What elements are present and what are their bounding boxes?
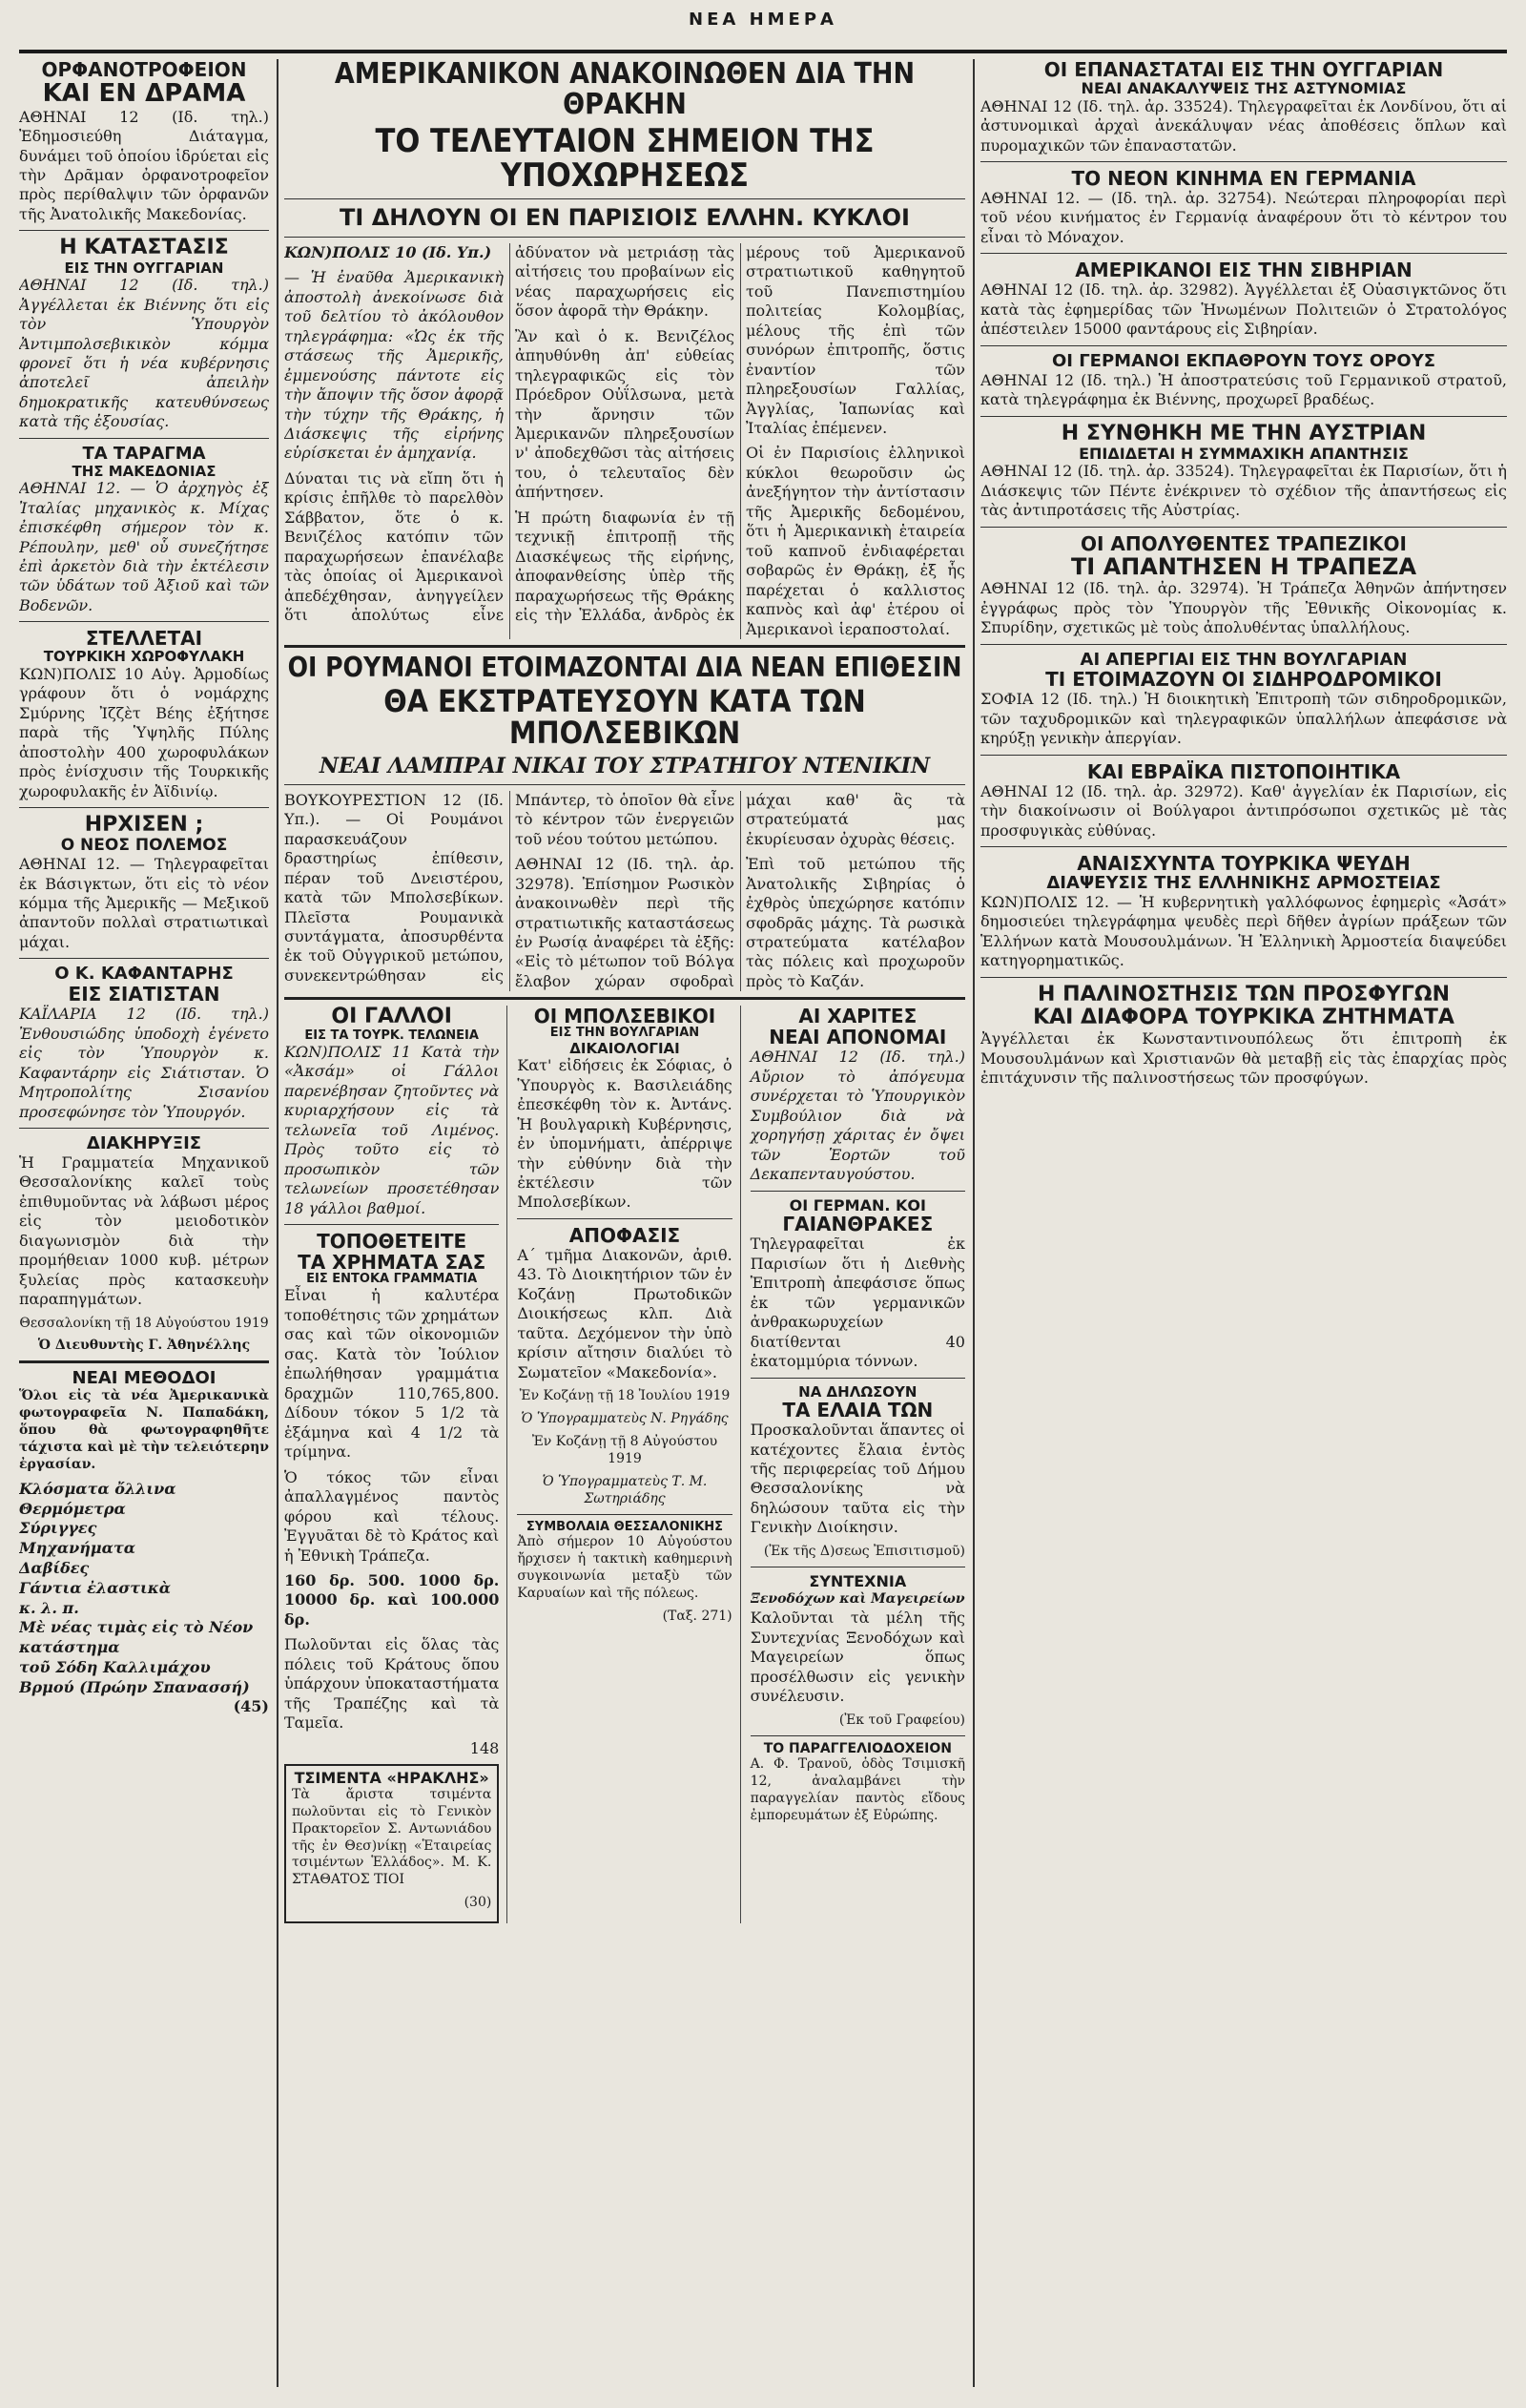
gauls-sub: ΕΙΣ ΤΑ ΤΟΥΡΚ. ΤΕΛΩΝΕΙΑ <box>304 1028 479 1043</box>
column-divider-1 <box>277 59 278 2387</box>
methods-text: Ὅλοι εἰς τὰ νέα Ἀμερικανικὰ φωτογραφεῖα Ν. Παπαδάκη, ὅπου θὰ φωτογραφηθῆτε τάχιστα καὶ μὲ τὴν τελειότερην ἐργασίαν. <box>19 1388 269 1472</box>
second-subhead: ΝΕΑΙ ΛΑΜΠΡΑΙ ΝΙΚΑΙ ΤΟΥ ΣΤΡΑΤΗΓΟΥ ΝΤΕΝΙΚΙΝ <box>319 753 931 778</box>
list-item: Μηχανήματα <box>19 1539 136 1558</box>
decision-date2: Ἐν Κοζάνῃ τῇ 8 Αὐγούστου 1919 <box>531 1434 718 1466</box>
coal-text: Τηλεγραφεῖται ἐκ Παρισίων ὅτι ἡ Διεθνὴς Ἐπιτροπὴ ἀπεφάσισε ὅπως ἐκ τῶν γερμανικῶν ἀνθρακωρυχείων διατίθενται 40 ἑκατομμύρια τόννων. <box>750 1235 965 1371</box>
gendarmerie-title: ΣΤΕΛΛΕΤΑΙ <box>85 627 203 651</box>
germany-text: ΑΘΗΝΑΙ 12. — (Ιδ. τηλ. ἀρ. 32754). Νεώτεραι πληροφορίαι περὶ τοῦ νέου κινήματος ἐν Γερμανίᾳ ἀναφέρουν ὅτι τὸ κέντρον του εἶναι τὸ Μόναχον. <box>980 189 1507 246</box>
bulgaria-sub: ΕΙΣ ΤΗΝ ΒΟΥΛΓΑΡΙΑΝ <box>549 1026 700 1041</box>
center-column <box>284 59 965 2387</box>
rev-title: ΟΙ ΕΠΑΝΑΣΤΑΤΑΙ ΕΙΣ ΤΗΝ ΟΥΓΓΑΡΙΑΝ <box>1043 59 1444 81</box>
decision-text: Α΄ τμῆμα Διακονῶν, ἀριθ. 43. Τὸ Διοικητήριον τῶν ἐν Κοζάνῃ Πρωτοδικῶν Διοικήσεως κλπ. Διὰ ταῦτα. Δεχόμενον τὴν ὑπὸ κρίσιν αἴτησιν διαλύει τὸ Σωματεῖον «Μακεδονία». <box>517 1245 732 1381</box>
separator <box>284 1224 499 1225</box>
separator <box>284 237 965 238</box>
police-text: Ἀπὸ σήμερον 10 Αὐγούστου ἤρχισεν ἡ τακτικὴ καθημερινὴ συγκοινωνία μεταξὺ τῶν Καρυαίων καὶ τῆς πόλεως. <box>517 1533 732 1601</box>
separator <box>284 997 965 1000</box>
list-item: Κλόσματα ὄλλινα <box>19 1479 176 1498</box>
declaration-title: ΔΙΑΚΗΡΥΞΙΣ <box>86 1133 202 1154</box>
list-item: Σύριγγες <box>19 1519 97 1538</box>
bank-title: ΟΙ ΑΠΟΛΥΘΕΝΤΕΣ ΤΡΑΠΕΖΙΚΟΙ <box>1081 531 1407 555</box>
theatre-title2: ΚΑΙ ΕΝ ΔΡΑΜΑ <box>42 79 246 108</box>
separator <box>284 198 965 199</box>
separator <box>19 230 269 231</box>
separator <box>980 345 1507 346</box>
hungary-text: ΑΘΗΝΑΙ 12 (Ιδ. τηλ.) Ἀγγέλλεται ἐκ Βιέννης ὅτι εἰς τὸν Ὑπουργὸν Ἀντιμπολσεβικικὸν κόμμα φρονεῖ ὅτι ἡ νέα κυβέρνησις ἀποτελεῖ ἀπειλὴν δημοκρατικῆς κατευθύνσεως κατὰ τῆς ἐξουσίας. <box>19 276 269 431</box>
second-paragraph-3: Ἐπὶ τοῦ μετώπου τῆς Ἀνατολικῆς Σιβηρίας ὁ ἐχθρὸς ὑπεχώρησε κατόπιν σφοδρᾶς μάχης. Τὰ ρωσικὰ στρατεύματα κατέλαβον τὰς πόλεις καὶ προχωροῦν πρὸς τὸ Καζάν. <box>746 855 965 990</box>
masthead-title: ΝΕΑ ΗΜΕΡΑ <box>689 10 837 30</box>
treaty-title: Η ΣΥΝΘΗΚΗ ΜΕ ΤΗΝ ΑΥΣΤΡΙΑΝ <box>1061 421 1427 446</box>
second-kicker: ΟΙ ΡΟΥΜΑΝΟΙ ΕΤΟΙΜΑΖΟΝΤΑΙ ΔΙΑ ΝΕΑΝ ΕΠΙΘΕΣΙΝ <box>287 652 962 684</box>
hungary-title: Η ΚΑΤΑΣΤΑΣΙΣ <box>59 236 229 260</box>
oil-sub: ΤΑ ΕΛΑΙΑ ΤΩΝ <box>782 1399 934 1422</box>
declaration-sign: Ὁ Διευθυντὴς Γ. Ἀθηνέλλης <box>37 1338 251 1354</box>
separator <box>751 1378 965 1379</box>
masthead <box>0 10 1526 44</box>
second-columns <box>284 791 965 992</box>
decision-sign2: Ὁ Ὑπογραμματεὺς Τ. Μ. Σωτηριάδης <box>542 1473 708 1506</box>
meet-title: ΣΥΝΤΕΧΝΙΑ <box>809 1571 907 1590</box>
cement-ref: (30) <box>464 1895 492 1911</box>
rail-text: ΣΟΦΙΑ 12 (Ιδ. τηλ.) Ἡ διοικητικὴ Ἐπιτροπὴ τῶν σιδηροδρομικῶν, τῶν ταχυδρομικῶν καὶ τηλεγραφικῶν ὑπαλλήλων ἀπεφάσισε νὰ κηρύξῃ γενικὴν ἀπεργίαν. <box>980 690 1507 748</box>
bulgaria-text: Κατ' εἰδήσεις ἐκ Σόφιας, ὁ Ὑπουργὸς κ. Βασιλειάδης ἐπεσκέφθη τὸν κ. Ἀντάνς. Ἡ βουλγαρικὴ Κυβέρνησις, ἐν ὑπομνήματι, ἀπέρριψε τὴν εὐθύνην διὰ τὴν ἐκτέλεσιν τῶν Μπολσεβίκων. <box>517 1056 732 1212</box>
separator <box>980 161 1507 162</box>
separator <box>19 958 269 959</box>
gendarmerie-sub: ΤΟΥΡΚΙΚΗ ΧΩΡΟΦΥΛΑΚΗ <box>43 648 245 666</box>
invest-text: Εἶναι ἡ καλυτέρα τοποθέτησις τῶν χρημάτων σας καὶ τῶν οἰκονομιῶν σας. Κατὰ τὸν Ἰούλιον ἐπωλήθησαν γραμμάτια δραχμῶν 110,765,800. Δίδουν τόκον 5 1/2 τὰ ἑξάμηνα καὶ 4 1/2 τὰ τρίμηνα. <box>284 1286 500 1462</box>
lead-columns <box>284 243 965 639</box>
theatre-title: ΟΡΦΑΝΟΤΡΟΦΕΙΟΝ <box>41 59 247 81</box>
second-paragraph-2: ΑΘΗΝΑΙ 12 (Ιδ. τηλ. ἀρ. 32978). Ἐπίσημον Ρωσικὸν ἀνακοινωθὲν περὶ τῆς στρατιωτικῆς καταστάσεως ἐν Ρωσίᾳ ἀναφέρει τὰ ἑξῆς: «Εἰς τὸ μέτωπον τοῦ Βόλγα ἔλαβον χώραν σφοδραὶ μάχαι καθ' ἃς τὰ στρατεύματά μας ἐκυρίευσαν ὀχυρὰς θέσεις. <box>515 790 965 990</box>
separator <box>19 1360 269 1363</box>
lead-paragraph-3: Ἂν καὶ ὁ κ. Βενιζέλος ἀπηυθύνθη ἀπ' εὐθείας τηλεγραφικῶς εἰς τὸν Πρόεδρον Οὐΐλσωνα, μετὰ τὴν ἄρνησιν τῶν Ἀμερικανῶν πληρεξουσίων ν' ἀποδεχθῶσι τὰς αἰτήσεις του, ὁ τελευταῖος δὲν ἀπήντησεν. <box>515 326 734 502</box>
germany-title: ΤΟ ΝΕΟΝ ΚΙΝΗΜΑ ΕΝ ΓΕΡΜΑΝΙΑ <box>1071 167 1416 190</box>
methods-title: ΝΕΑΙ ΜΕΘΟΔΟΙ <box>72 1368 217 1389</box>
meet-sub: Ξενοδόχων καὶ Μαγειρείων <box>751 1591 965 1608</box>
lead-dateline: ΚΩΝ)ΠΟΛΙΣ 10 (Ιδ. Υπ.) <box>284 242 492 261</box>
macedonia-title: ΤΑ ΤΑΡΑΓΜΑ <box>82 443 206 464</box>
separator <box>284 784 965 785</box>
invest-text2: Ὁ τόκος τῶν εἶναι ἀπαλλαγμένος παντὸς φόρου καὶ τέλους. Ἐγγυᾶται δὲ τὸ Κράτος καὶ ἡ Ἐθνικὴ Τράπεζα. <box>284 1467 500 1565</box>
oil-src: (Ἐκ τῆς Δ)σεως Ἐπισιτισμοῦ) <box>763 1543 965 1559</box>
meet-src: (Ἐκ τοῦ Γραφείου) <box>838 1712 965 1728</box>
meet-text: Καλοῦνται τὰ μέλη τῆς Συντεχνίας Ξενοδόχων καὶ Μαγειρείων ὅπως προσέλθωσιν εἰς γενικὴν συνέλευσιν. <box>750 1609 965 1706</box>
left-column <box>19 59 269 2387</box>
invest-text3: Πωλοῦνται εἰς ὅλας τὰς πόλεις τοῦ Κράτους ὅπου ὑπάρχουν ὑποκαταστήματα τῆς Τραπέζης καὶ τὰ Ταμεῖα. <box>284 1635 500 1733</box>
bank-sub: ΤΙ ΑΠΑΝΤΗΣΕΝ Η ΤΡΑΠΕΖΑ <box>1070 552 1417 580</box>
separator <box>751 1735 965 1736</box>
invest-title: ΤΟΠΟΘΕΤΕΙΤΕ <box>317 1230 467 1254</box>
borders-text: ΑΘΗΝΑΙ 12 (Ιδ. τηλ.) Ἡ ἀποστρατεύσις τοῦ Γερμανικοῦ στρατοῦ, κατὰ τηλεγράφημα ἐκ Βιέννης, προχωρεῖ βραδέως. <box>980 370 1507 409</box>
methods-ref: (45) <box>233 1697 269 1716</box>
invest-ref: 148 <box>469 1738 500 1757</box>
decision-sign: Ὁ Ὑπογραμματεὺς Ν. Ρηγάδης <box>521 1411 729 1427</box>
rail-title: ΑΙ ΑΠΕΡΓΙΑΙ ΕΙΣ ΤΗΝ ΒΟΥΛΓΑΡΙΑΝ <box>1080 649 1408 670</box>
graces-sub: ΝΕΑΙ ΑΠΟΝΟΜΑΙ <box>769 1026 947 1049</box>
lower-col-1 <box>284 1006 507 1923</box>
coal-title: ΟΙ ΓΕΡΜΑΝ. ΚΟΙ <box>789 1195 926 1214</box>
separator <box>19 621 269 622</box>
bank-text: ΑΘΗΝΑΙ 12 (Ιδ. τηλ. ἀρ. 32974). Ἡ Τράπεζα Ἀθηνῶν ἀπήντησεν ἐγγράφως πρὸς τὸν Ὑπουργὸν τῆς Ἐθνικῆς Οἰκονομίας κ. Σπυρίδην, σχετικῶς μὲ τοὺς ἀπολυθέντας ὑπαλλήλους. <box>980 579 1507 637</box>
separator <box>19 807 269 808</box>
treaty-text: ΑΘΗΝΑΙ 12 (Ιδ. τηλ. ἀρ. 33524). Τηλεγραφεῖται ἐκ Παρισίων, ὅτι ἡ Διάσκεψις τῶν Πέντε ἐνέκρινεν τὸ σχέδιον τῆς ἀπαντήσεως εἰς τὰς ἀντιπροτάσεις τῆς Αὐστρίας. <box>980 462 1507 520</box>
cement-title: ΤΣΙΜΕΝΤΑ «ΗΡΑΚΛΗΣ» <box>294 1769 489 1788</box>
coal-sub: ΓΑΙΑΝΘΡΑΚΕΣ <box>782 1213 934 1236</box>
separator <box>517 1218 732 1219</box>
separator <box>980 977 1507 978</box>
refugees-sub: ΚΑΙ ΔΙΑΦΟΡΑ ΤΟΥΡΚΙΚΑ ΖΗΤΗΜΑΤΑ <box>1033 1006 1454 1029</box>
lead-paragraph-4: Ἡ πρώτη διαφωνία ἐν τῇ τεχνικῇ ἐπιτροπῇ τῆς Διασκέψεως τῆς εἰρήνης, ἀποφανθείσης ὑπὲρ τῆς παραχωρήσεως τῆς Θράκης εἰς τὴν Ἑλλάδα, ἀνδρὸς ἐκ μέρους τοῦ Ἀμερικανοῦ στρατιωτικοῦ καθηγητοῦ τοῦ Πανεπιστημίου πολιτείας Κολομβίας, μέλους τῆς ἐπὶ τῶν συνόρων ἐπιτροπῆς, ὅστις ἐναντίον τῶν πληρεξουσίων Γαλλίας, Ἀγγλίας, Ἰαπωνίας καὶ Ἰταλίας ἐπέμενεν. <box>515 242 965 625</box>
separator <box>980 644 1507 645</box>
list-item: Βρμού (Πρώην Σπανασσή) <box>19 1677 250 1696</box>
gauls-title: ΟΙ ΓΑΛΛΟΙ <box>331 1005 452 1029</box>
list-item: κ. λ. π. <box>19 1598 79 1617</box>
separator <box>980 527 1507 528</box>
siberia-title: ΑΜΕΡΙΚΑΝΟΙ ΕΙΣ ΤΗΝ ΣΙΒΗΡΙΑΝ <box>1075 259 1413 282</box>
declaration-date: Θεσσαλονίκη τῇ 18 Αὐγούστου 1919 <box>19 1315 269 1331</box>
separator <box>980 846 1507 847</box>
cement-text: Τὰ ἄριστα τσιμέντα πωλοῦνται εἰς τὸ Γενικὸν Πρακτορεῖον Σ. Αντωνιάδου τῆς ἐν Θεσ)νίκῃ «Ἑταιρείας τσιμέντων Ἑλλάδος». Μ. Κ. ΣΤΑΘΑΤΟΣ ΤΙΟΙ <box>292 1786 492 1888</box>
separator <box>19 438 269 439</box>
jewish-text: ΑΘΗΝΑΙ 12 (Ιδ. τηλ. ἀρ. 32972). Καθ' ἀγγελίαν ἐκ Παρισίων, εἰς τὴν διακοίνωσιν οἱ Βούλγαροι ἀντιπρόσωποι σχετικῶς μὲ τὰς προσφυγικὰς εὐθύνας. <box>980 781 1507 840</box>
declaration-text: Ἡ Γραμματεία Μηχανικοῦ Θεσσαλονίκης καλεῖ τοὺς ἐπιθυμοῦντας νὰ λάβωσι μέρος εἰς τὸν μειοδοτικὸν διαγωνισμὸν διὰ τὴν προμήθειαν 1000 κυβ. μέτρων ξυλείας πρὸς κατασκευὴν παραπηγμάτων. <box>19 1152 269 1309</box>
separator <box>980 416 1507 417</box>
lead-kicker: ΑΜΕΡΙΚΑΝΙΚΟΝ ΑΝΑΚΟΙΝΩΘΕΝ ΔΙΑ ΤΗΝ ΘΡΑΚΗΝ <box>334 59 916 121</box>
war-text: ΑΘΗΝΑΙ 12. — Τηλεγραφεῖται ἐκ Βάσιγκτων, ὅτι εἰς τὸ νέον κόμμα τῆς Ἀμερικῆς — Μεξικοῦ ἀπαντοῦν πολλαὶ στρατιωτικαὶ μάχαι. <box>19 855 269 951</box>
refugees-title: Η ΠΑΛΙΝΟΣΤΗΣΙΣ ΤΩΝ ΠΡΟΣΦΥΓΩΝ <box>1038 982 1450 1007</box>
kafantaris-text: ΚΑΪΛΑΡΙΑ 12 (Ιδ. τηλ.) Ἐνθουσιώδης ὑποδοχὴ ἐγένετο εἰς τὸν Ὑπουργὸν κ. Καφαντάρην εἰς Σιάτισταν. Ὁ Μητροπολίτης Σισανίου προσεφώνησε τὸν Ὑπουργόν. <box>19 1005 269 1121</box>
methods-list <box>19 1480 269 1698</box>
second-paragraph-1: ΒΟΥΚΟΥΡΕΣΤΙΟΝ 12 (Ιδ. Υπ.). — Οἱ Ρουμάνοι παρασκευάζουν δραστηρίως ἐπίθεσιν, πέραν τοῦ Δνειστέρου, κατὰ τῶν Μπολσεβίκων. Πλεῖστα Ρουμανικὰ συντάγματα, ἀποσυρθέντα ἐκ τοῦ Οὐγγρικοῦ μετώπου, συνεκεντρώθησαν εἰς Μπάντερ, τὸ ὁποῖον θὰ εἶνε τὸ κέντρον τῶν ἐνεργειῶν τοῦ νέου τούτου μετώπου. <box>284 790 734 985</box>
column-divider-2 <box>973 59 975 2387</box>
lead-headline: ΤΟ ΤΕΛΕΥΤΑΙΟΝ ΣΗΜΕΙΟΝ ΤΗΣ ΥΠΟΧΩΡΗΣΕΩΣ <box>375 122 875 195</box>
separator <box>517 1514 732 1515</box>
invest-sub2: ΕΙΣ ΕΝΤΟΚΑ ΓΡΑΜΜΑΤΙΑ <box>306 1272 478 1287</box>
lead-paragraph-5: Οἱ ἐν Παρισίοις ἑλληνικοὶ κύκλοι θεωροῦσιν ὡς ἀνεξήγητον τὴν ἀντίστασιν τῆς Ἀμερικῆς δεδομένου, ὅτι ἡ Ἀμερικανικὴ ἑταιρεία τοῦ καπνοῦ ἐνδιαφέρεται σοβαρῶς ἐν Θράκῃ, ἐξ ἧς παρέχεται ὁ καλλιστος καπνὸς καὶ ἀφ' ἑτέρου οἱ Ἀμερικανοὶ ἱεραποστολαί. <box>746 444 965 638</box>
war-title: ΗΡΧΙΣΕΝ ; <box>84 813 204 838</box>
oil-text: Προσκαλοῦνται ἅπαντες οἱ κατέχοντες ἔλαια ἐντὸς τῆς περιφερείας τοῦ Δήμου Θεσσαλονίκης νὰ δηλώσουν ταῦτα εἰς τὴν Γενικὴν Διοίκησιν. <box>750 1421 965 1537</box>
kafantaris-sub: ΕΙΣ ΣΙΑΤΙΣΤΑΝ <box>68 983 220 1007</box>
shop-title: ΤΟ ΠΑΡΑΓΓΕΛΙΟΔΟΧΕΙΟΝ <box>763 1740 952 1756</box>
bulgaria-sub2: ΔΙΚΑΙΟΛΟΓΙΑΙ <box>569 1039 680 1057</box>
lead-paragraph-1: — Ἡ ἐναῦθα Ἀμερικανικὴ ἀποστολὴ ἀνεκοίνωσε διὰ τοῦ δελτίου τὸ ἀκόλουθον τηλεγράφημα: «Ὡς ἐκ τῆς στάσεως τῆς Ἀμερικῆς, ἐμμενούσης πάντοτε εἰς τὴν ἄποψιν τῆς ὅσον ἀφορᾷ τὴν τύχην τῆς Θράκης, ἡ Διάσκεψις τῆς εἰρήνης εὑρίσκεται ἐν ἀμηχανίᾳ. <box>284 268 504 463</box>
war-sub: Ο ΝΕΟΣ ΠΟΛΕΜΟΣ <box>60 836 228 856</box>
list-item: Μὲ νέας τιμὰς εἰς τὸ Νέον κατάστημα <box>19 1618 254 1657</box>
lower-columns <box>284 1006 965 1923</box>
graces-text: ΑΘΗΝΑΙ 12 (Ιδ. τηλ.) Αὔριον τὸ ἀπόγευμα συνέρχεται τὸ Ὑπουργικὸν Συμβούλιον διὰ νὰ χορηγήσῃ χάριτας ἐν ὄψει τῶν Ἑορτῶν τοῦ Δεκαπενταυγούστου. <box>750 1048 965 1184</box>
jewish-title: ΚΑΙ ΕΒΡΑΪΚΑ ΠΙΣΤΟΠΟΙΗΤΙΚΑ <box>1086 759 1401 783</box>
bulgaria-title: ΟΙ ΜΠΟΛΣΕΒΙΚΟΙ <box>533 1005 716 1028</box>
police-ref: (Ταξ. 271) <box>662 1608 732 1624</box>
hungary-sub: ΕΙΣ ΤΗΝ ΟΥΓΓΑΡΙΑΝ <box>64 259 224 277</box>
list-item: Θερμόμετρα <box>19 1499 126 1518</box>
siberia-text: ΑΘΗΝΑΙ 12 (Ιδ. τηλ. ἀρ. 32982). Ἀγγέλλεται ἐξ Οὐασιγκτῶνος ὅτι κατὰ τὰς ἐφημερίδας τῶν Ἡνωμένων Πολιτειῶν ὁ Στρατολόγος ἀπέστειλεν 15000 φαντάρους εἰς Σιβηρίαν. <box>980 280 1507 339</box>
right-column <box>980 59 1507 2387</box>
treaty-sub: ΕΠΙΔΙΔΕΤΑΙ Η ΣΥΜΜΑΧΙΚΗ ΑΠΑΝΤΗΣΙΣ <box>1079 444 1409 463</box>
invest-prices: 160 δρ. 500. 1000 δρ. 10000 δρ. καὶ 100.000 δρ. <box>284 1570 500 1629</box>
refugees-text: Ἀγγέλλεται ἐκ Κωνσταντινουπόλεως ὅτι ἐπιτροπὴ ἐκ Μουσουλμάνων καὶ Χριστιανῶν θὰ μεταβῇ εἰς τὰς ἐπαρχίας πρὸς ἐπιτάχυνσιν τῆς παλινοστήσεως τῶν προσφύγων. <box>980 1029 1507 1088</box>
police-title: ΣΥΜΒΟΛΑΙΑ ΘΕΣΣΑΛΟΝΙΚΗΣ <box>526 1519 724 1534</box>
gauls-text: ΚΩΝ)ΠΟΛΙΣ 11 Κατὰ τὴν «Ἀκσάμ» οἱ Γάλλοι παρενέβησαν ζητοῦντες νὰ κυριαρχήσουν εἰς τὰ τελωνεῖα τοῦ Λιμένος. Πρὸς τοῦτο εἰς τὸ προσωπικὸν τῶν τελωνείων προσετέθησαν 18 γάλλοι βαθμοί. <box>284 1042 500 1217</box>
lead-paragraph-2: Δύναται τις νὰ εἴπη ὅτι ἡ κρίσις ἐπῆλθε τὸ παρελθὸν Σάββατον, ὅτε ὁ κ. Βενιζέλος κατόπιν τῶν παραχωρήσεων ἐπανέλαβε τὰς ὁποίας οἱ Ἀμερικανοὶ ἀπεδέχθησαν, ἀνηγγείλεν ὅτι ἀπολύτως εἶνε ἀδύνατον νὰ μετριάσῃ τὰς αἰτήσεις του προβαίνων εἰς νέας παραχωρήσεις εἰς ὅσον ἀφορᾶ τὴν Θράκην. <box>284 242 734 625</box>
separator <box>980 253 1507 254</box>
turkish-lies-title: ΑΝΑΙΣΧΥΝΤΑ ΤΟΥΡΚΙΚΑ ΨΕΥΔΗ <box>1077 852 1411 876</box>
kafantaris-title: Ο Κ. ΚΑΦΑΝΤΑΡΗΣ <box>54 964 234 985</box>
separator <box>284 645 965 648</box>
macedonia-sub: ΤΗΣ ΜΑΚΕΔΟΝΙΑΣ <box>72 462 217 480</box>
lower-col-2 <box>517 1006 740 1923</box>
list-item: τοῦ Σόδη Καλλιμάχου <box>19 1657 211 1676</box>
list-item: Δαβίδες <box>19 1558 90 1577</box>
top-rule <box>19 50 1507 53</box>
decision-date: Ἐν Κοζάνῃ τῇ 18 Ἰουλίου 1919 <box>519 1388 731 1404</box>
theatre-text: ΑΘΗΝΑΙ 12 (Ιδ. τηλ.) Ἐδημοσιεύθη Διάταγμα, δυνάμει τοῦ ὁποίου ἱδρύεται εἰς τὴν Δρᾶμαν ὀρφανοτροφεῖον πρὸς περίθαλψιν τῶν ὀρφανῶν τῆς Ἀνατολικῆς Μακεδονίας. <box>19 107 269 223</box>
invest-sub: ΤΑ ΧΡΗΜΑΤΑ ΣΑΣ <box>298 1251 486 1275</box>
list-item: Γάντια ἐλαστικὰ <box>19 1578 172 1597</box>
oil-title: ΝΑ ΔΗΛΩΣΟΥΝ <box>798 1382 918 1401</box>
cement-ad <box>284 1764 499 1923</box>
separator <box>980 755 1507 756</box>
rail-sub: ΤΙ ΕΤΟΙΜΑΖΟΥΝ ΟΙ ΣΙΔΗΡΟΔΡΟΜΙΚΟΙ <box>1045 668 1442 692</box>
lower-col-3 <box>751 1006 965 1923</box>
turkish-lies-text: ΚΩΝ)ΠΟΛΙΣ 12. — Ἡ κυβερνητικὴ γαλλόφωνος ἐφημερὶς «Ἀσάτ» δημοσιεύει τηλεγράφημα ψευδὲς περὶ δῆθεν ἀγρίων πράξεων τῶν Ἑλλήνων κατὰ Μουσουλμάνων. Ἡ Ἑλληνικὴ Ἀρμοστεία διαψεύδει κατηγορηματικῶς. <box>980 892 1507 970</box>
lead-subhead: ΤΙ ΔΗΛΟΥΝ ΟΙ ΕΝ ΠΑΡΙΣΙΟΙΣ ΕΛΛΗΝ. ΚΥΚΛΟΙ <box>340 204 910 232</box>
graces-title: ΑΙ ΧΑΡΙΤΕΣ <box>798 1005 918 1028</box>
decision-title: ΑΠΟΦΑΣΙΣ <box>568 1223 681 1247</box>
separator <box>19 1128 269 1129</box>
macedonia-text: ΑΘΗΝΑΙ 12. — Ὁ ἀρχηγὸς ἐξ Ἰταλίας μηχανικὸς κ. Μίχας ἐπισκέφθη σήμερον τὸν κ. Ρέπουλην, μεθ' οὗ συνεζήτησε ἐπὶ ἀρκετὸν διὰ τὴν ἐκτέλεσιν τῶν ὑδάτων τοῦ Ἀξιοῦ καὶ τῶν Βοδενῶν. <box>19 479 269 614</box>
gendarmerie-text: ΚΩΝ)ΠΟΛΙΣ 10 Αὐγ. Ἀρμοδίως γράφουν ὅτι ὁ νομάρχης Σμύρνης Ἰζζὲτ Βέης ἐξήτησε παρὰ τῆς Ὑψηλῆς Πύλης ἀποστολὴν 400 χωροφυλάκων πρὸς ἐνίσχυσιν τῆς Τουρκικῆς χωροφυλακῆς ἐν Ἀϊδινίῳ. <box>19 664 269 800</box>
separator <box>751 1191 965 1192</box>
second-headline: ΘΑ ΕΚΣΤΡΑΤΕΥΣΟΥΝ ΚΑΤΑ ΤΩΝ ΜΠΟΛΣΕΒΙΚΩΝ <box>383 682 866 752</box>
rev-text: ΑΘΗΝΑΙ 12 (Ιδ. τηλ. ἀρ. 33524). Τηλεγραφεῖται ἐκ Λονδίνου, ὅτι αἱ ἀστυνομικαὶ ἀρχαὶ ἀνεκάλυψαν νέας ἀποθέσεις ὅπλων καὶ πυρομαχικῶν τῶν ἐπαναστατῶν. <box>980 96 1507 155</box>
shop-text: Α. Φ. Τρανοῦ, ὁδὸς Τσιμισκῆ 12, ἀναλαμβάνει τὴν παραγγελίαν παντὸς εἴδους ἐμπορευμάτων ἐξ Εὐρώπης. <box>750 1756 965 1823</box>
turkish-lies-sub: ΔΙΑΨΕΥΣΙΣ ΤΗΣ ΕΛΛΗΝΙΚΗΣ ΑΡΜΟΣΤΕΙΑΣ <box>1046 873 1441 894</box>
rev-sub: ΝΕΑΙ ΑΝΑΚΑΛΥΨΕΙΣ ΤΗΣ ΑΣΤΥΝΟΜΙΑΣ <box>1081 79 1407 97</box>
borders-title: ΟΙ ΓΕΡΜΑΝΟΙ ΕΚΠΑΘΡΟΥΝ ΤΟΥΣ ΟΡΟΥΣ <box>1051 350 1436 371</box>
